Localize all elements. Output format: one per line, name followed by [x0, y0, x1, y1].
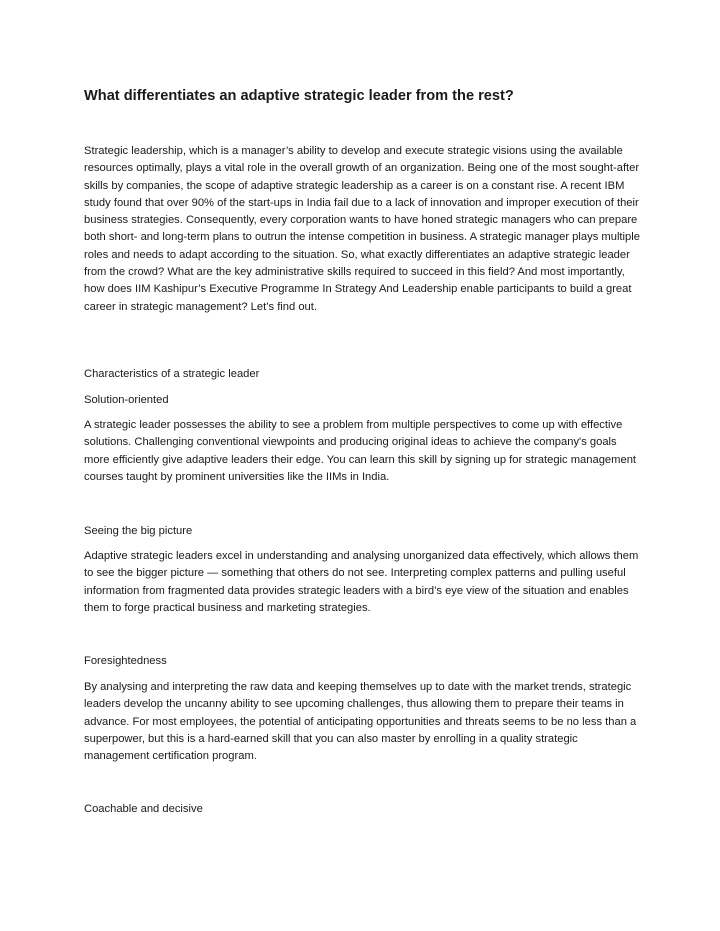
subheading-solution-oriented: Solution-oriented: [84, 394, 169, 406]
paragraph-foresightedness: By analysing and interpreting the raw data and keeping themselves up to date with the market trends, strategic leaders develop the uncanny ability to see upcoming challenges, thus allowing them to prepare their teams in advance. For most employees, the potential of anticipating opportunities and threats seems to be no less than a superpower, but this is a hard-earned skill that you can also master by enrolling in a quality strategic management certification program.: [84, 681, 637, 763]
document-title: What differentiates an adaptive strategic leader from the rest?: [84, 88, 514, 104]
paragraph-solution-oriented: A strategic leader possesses the ability to see a problem from multiple perspectives to come up with effective solutions. Challenging conventional viewpoints and producing original ideas to achieve the company's goals more efficiently give adaptive leaders their edge. You can learn this skill by signing up for strategic management courses taught by prominent universities like the IIMs in India.: [84, 419, 637, 483]
intro-paragraph: Strategic leadership, which is a manager’s ability to develop and execute strategic visions using the available resources optimally, plays a vital role in the overall growth of an organization. Being one of the most sought-after skills by companies, the scope of adaptive strategic leadership as a career is on a constant rise. A recent IBM study found that over 90% of the start-ups in India fail due to a lack of innovation and improper execution of their business strategies. Consequently, every corporation wants to have honed strategic managers who can prepare both short- and long-term plans to outrun the intense competition in business. A strategic manager plays multiple roles and needs to adapt according to the situation. So, what exactly differentiates an adaptive strategic leader from the crowd? What are the key administrative skills required to succeed in this field? And most importantly, how does IIM Kashipur’s Executive Programme In Strategy And Leadership enable participants to build a great career in strategic management? Let’s find out.: [84, 145, 640, 313]
section-heading: Characteristics of a strategic leader: [84, 368, 260, 380]
subheading-foresightedness: Foresightedness: [84, 655, 167, 667]
subheading-coachable: Coachable and decisive: [84, 803, 203, 815]
paragraph-big-picture: Adaptive strategic leaders excel in understanding and analysing unorganized data effectively, which allows them to see the bigger picture — something that others do not see. Interpreting complex patterns and pulling useful information from fragmented data provides strategic leaders with a bird’s eye view of the situation and enables them to forge practical business and marketing strategies.: [84, 550, 639, 614]
subheading-big-picture: Seeing the big picture: [84, 525, 193, 537]
